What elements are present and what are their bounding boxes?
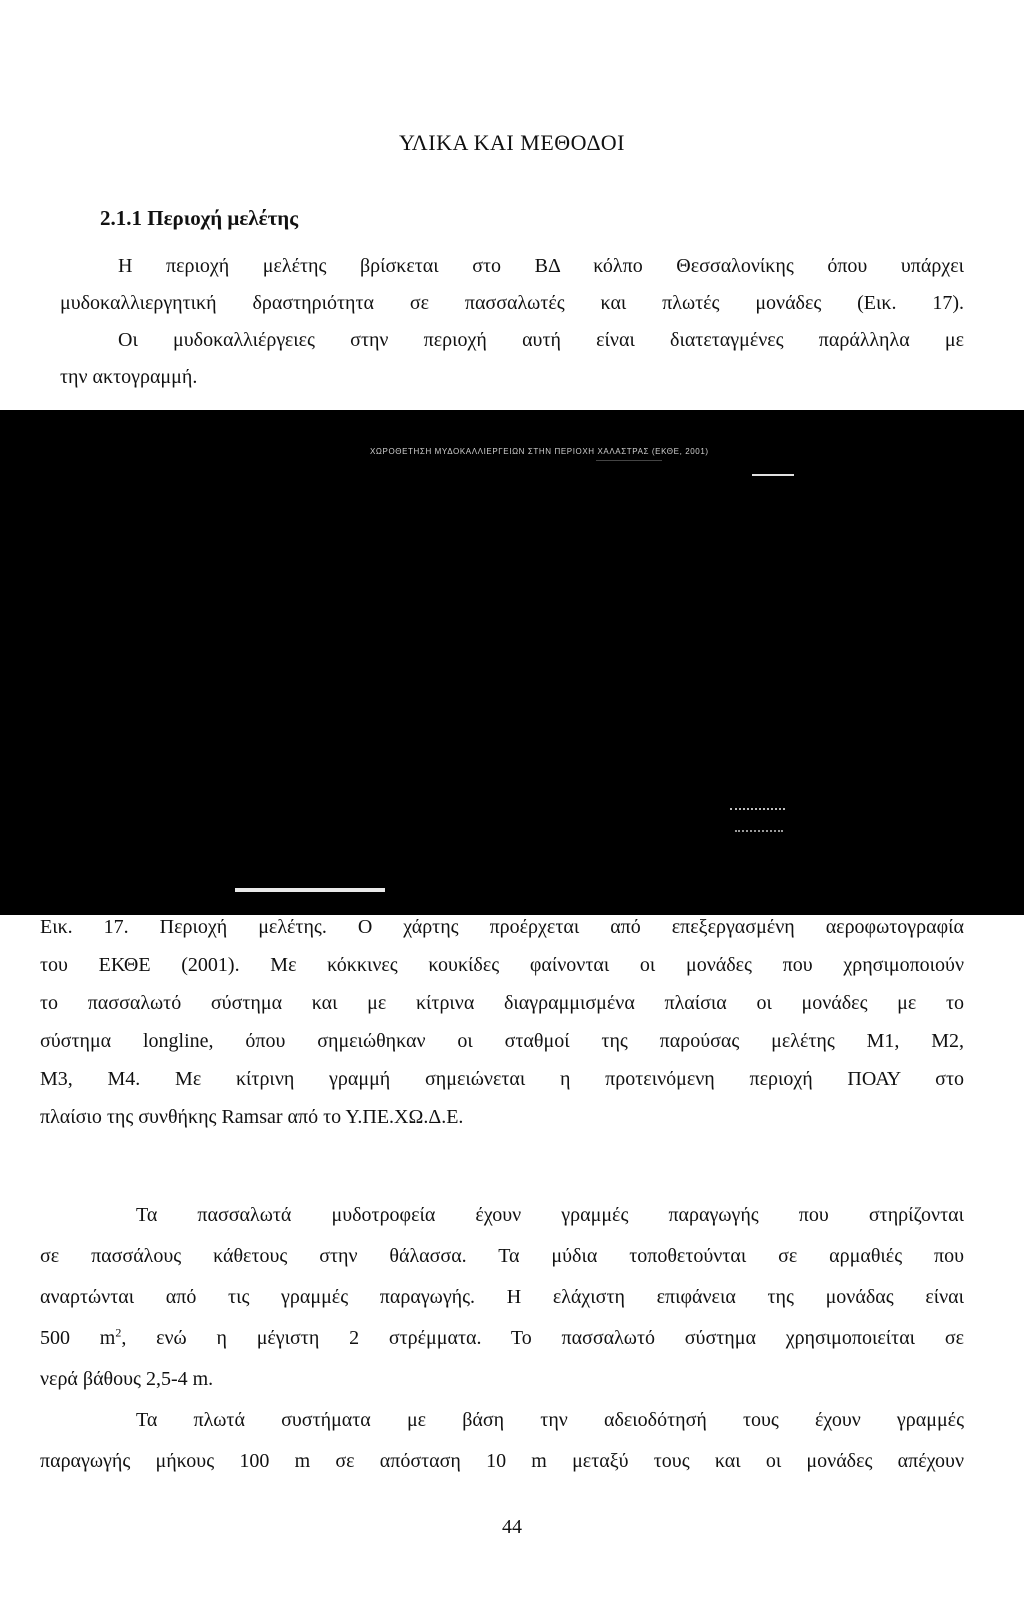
caption-line: Εικ. 17. Περιοχή μελέτης. Ο χάρτης προέρχεται από επεξεργασμένη αεροφωτογραφία [40,916,964,938]
map-legend-line [752,474,794,476]
text-line [40,1318,964,1359]
text-line: Τα πασσαλωτά μυδοτροφεία έχουν γραμμές παραγωγής που στηρίζονται [136,1204,964,1226]
map-header-underline [596,460,662,461]
text-line: παραγωγής μήκους 100 m σε απόσταση 10 m μεταξύ τους και οι μονάδες απέχουν [40,1450,964,1472]
area-value: 500 m [40,1327,116,1349]
text-line: Τα πλωτά συστήματα με βάση την αδειοδότησή τους έχουν γραμμές [136,1409,964,1431]
caption-line: του ΕΚΘΕ (2001). Με κόκκινες κουκίδες φαίνονται οι μονάδες που χρησιμοποιούν [40,954,964,976]
pile-system-paragraph [40,1195,964,1400]
text-line: νερά βάθους 2,5-4 m. [40,1368,214,1390]
text-line: την ακτογραμμή. [60,366,198,388]
map-scale-bar [235,888,385,892]
map-legend-mark [730,808,785,812]
text-line: σε πασσάλους κάθετους στην θάλασσα. Τα μύδια τοποθετούνται σε αρμαθιές που [40,1245,964,1267]
caption-line: σύστημα longline, όπου σημειώθηκαν οι σταθμοί της παρούσας μελέτης Μ1, Μ2, [40,1030,964,1052]
page-number: 44 [502,1516,522,1538]
text-line: αναρτώνται από τις γραμμές παραγωγής. Η ελάχιστη επιφάνεια της μονάδας είναι [40,1286,964,1308]
map-legend-mark [735,830,783,834]
text-line: μυδοκαλλιεργητική δραστηριότητα σε πασσαλωτές και πλωτές μονάδες (Εικ. 17). [60,292,964,314]
study-area-map [0,410,1024,915]
figure-caption [40,908,964,1136]
section-heading: 2.1.1 Περιοχή μελέτης [100,206,299,230]
text-segment: , ενώ η μέγιστη 2 στρέμματα. Το πασσαλωτό σύστημα χρησιμοποιείται σε [121,1327,964,1349]
map-header-text: ΧΩΡΟΘΕΤΗΣΗ ΜΥΔΟΚΑΛΛΙΕΡΓΕΙΩΝ ΣΤΗΝ ΠΕΡΙΟΧΗ ΧΑΛΑΣΤΡΑΣ (ΕΚΘΕ, 2001) [370,447,709,456]
superscript: 2 [115,1325,122,1340]
text-line: Η περιοχή μελέτης βρίσκεται στο ΒΔ κόλπο Θεσσαλονίκης όπου υπάρχει [118,255,964,277]
caption-line: πλαίσιο της συνθήκης Ramsar από το Υ.ΠΕ.ΧΩ.Δ.Ε. [40,1106,464,1128]
caption-line: Μ3, Μ4. Με κίτρινη γραμμή σημειώνεται η προτεινόμενη περιοχή ΠΟΑΥ στο [40,1068,964,1090]
page-title: ΥΛΙΚΑ ΚΑΙ ΜΕΘΟΔΟΙ [399,130,625,155]
caption-line: το πασσαλωτό σύστημα και με κίτρινα διαγραμμισμένα πλαίσια οι μονάδες με το [40,992,964,1014]
intro-paragraph [60,248,964,396]
floating-system-paragraph [40,1400,964,1482]
text-line: Οι μυδοκαλλιέργειες στην περιοχή αυτή είναι διατεταγμένες παράλληλα με [118,329,964,351]
